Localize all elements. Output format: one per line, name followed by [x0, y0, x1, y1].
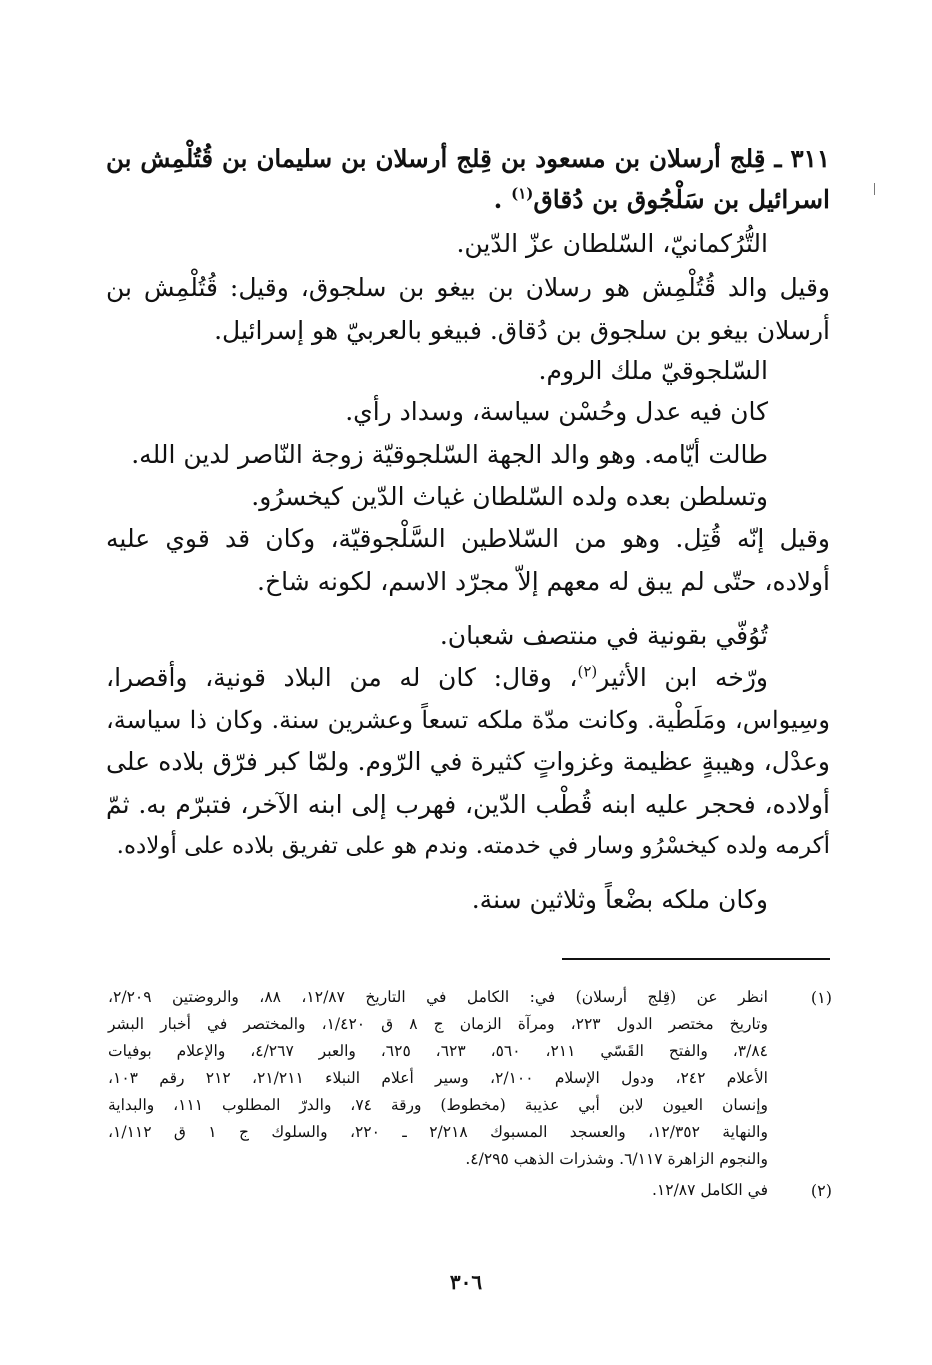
body-line: وقيل إنّه قُتِل. وهو من السّلاطين السَّلْجوقيّة، وكان قد قوي عليه	[106, 524, 830, 553]
margin-mark	[874, 183, 875, 195]
body-line: تُوُفّي بقونية في منتصف شعبان.	[439, 621, 768, 650]
heading-end: .	[493, 185, 512, 214]
footnote-number: (٢)	[810, 1181, 832, 1200]
body-line: وقيل والد قُتُلْمِش هو رسلان بن بيغو بن سلجوق، وقيل: قُتُلْمِش بن	[106, 273, 830, 302]
footnote-line: والنجوم الزاهرة ٦/١١٧. وشذرات الذهب ٤/٢٩٥.	[465, 1150, 768, 1168]
footnote-line: الأعلام ٢٤٢، ودول الإسلام ٢/١٠٠، وسير أعلام النبلاء ٢١/٢١١، ٢١٢ رقم ١٠٣،	[108, 1069, 768, 1087]
page-number: ٣٠٦	[449, 1270, 483, 1294]
footnote-line: انظر عن (قِلج أرسلان) في: الكامل في التاريخ ١٢/٨٧، ٨٨، والروضتين ٢/٢٠٩،	[108, 988, 768, 1006]
entry-heading-text-2: اسرائيل بن سَلْجُوق بن دُقاق	[533, 185, 830, 214]
body-line: التُّرُكمانيّ، السّلطان عزّ الدّين.	[456, 229, 768, 258]
entry-heading-line-2	[106, 180, 830, 220]
body-line-ibn-athir	[106, 658, 768, 698]
footnote-separator	[562, 958, 830, 960]
body-line: وسِيواس، ومَلَطْية. وكانت مدّة ملكه تسعاً وعشرين سنة. وكان ذا سياسة،	[106, 706, 830, 734]
footnote-ref: (١)	[511, 184, 534, 203]
body-line: وعدْل، وهيبةٍ عظيمة وغزواتٍ كثيرة في الرّوم. ولمّا كبر فرّق بلاده على	[106, 747, 830, 776]
body-line: أكرمه ولده كيخسْرُو وسار في خدمته. وندم هو على تفريق بلاده على أولاده.	[116, 833, 830, 859]
ibn-athir-text-rest: ، وقال: كان له من البلاد قونية، وأقصرا،	[106, 663, 578, 692]
body-line: أولاده، فحجر عليه ابنه قُطْب الدّين، فهرب إلى ابنه الآخر، فتبرّم به. ثمّ	[106, 790, 830, 819]
body-line: أولاده، حتّى لم يبق له معهم إلاّ مجرّد الاسم، لكونه شاخ.	[257, 567, 830, 596]
entry-heading-text: ٣١١ ـ قِلج أرسلان بن مسعود بن قِلج أرسلان بن سليمان بن قُتُلْمِش بن	[106, 144, 830, 173]
body-line: وكان ملكه بضْعاً وثلاثين سنة.	[471, 885, 768, 914]
body-line: طالت أيّامه. وهو والد الجهة السّلجوقيّة زوجة النّاصر لدين الله.	[131, 440, 768, 469]
body-line: السّلجوقيّ ملك الروم.	[538, 356, 768, 385]
body-line: وتسلطن بعده ولده السّلطان غياث الدّين كيخسرُو.	[251, 482, 768, 511]
entry-heading-line-1	[106, 139, 830, 179]
footnote-line: وإنسان العيون لابن أبي عذيبة (مخطوط) ورقة ٧٤، والدرّ المطلوب ١١١، والبداية	[108, 1096, 768, 1114]
ibn-athir-text: ورّخه ابن الأثير	[597, 663, 768, 692]
footnote-line: ٣/٨٤، والفتح القَسّي ٢١١، ٥٦٠، ٦٢٣، ٦٢٥، والعبر ٤/٢٦٧، والإعلام بوفيات	[108, 1042, 768, 1060]
footnote-ref: (٢)	[577, 662, 598, 681]
body-line: أرسلان بيغو بن سلجوق بن دُقاق. فبيغو بالعربيّ هو إسرائيل.	[214, 316, 830, 345]
footnote-number: (١)	[810, 988, 832, 1007]
body-line: كان فيه عدل وحُسْن سياسة، وسداد رأي.	[345, 397, 768, 426]
footnote-line: والنهاية ١٢/٣٥٢، والعسجد المسبوك ٢/٢١٨ ـ ٢٢٠، والسلوك ج ١ ق ١/١١٢،	[108, 1123, 768, 1141]
footnote-line: وتاريخ مختصر الدول ٢٢٣، ومرآة الزمان ج ٨ ق ١/٤٢٠، والمختصر في أخبار البشر	[108, 1015, 769, 1033]
footnote-line: في الكامل ١٢/٨٧.	[651, 1181, 768, 1199]
